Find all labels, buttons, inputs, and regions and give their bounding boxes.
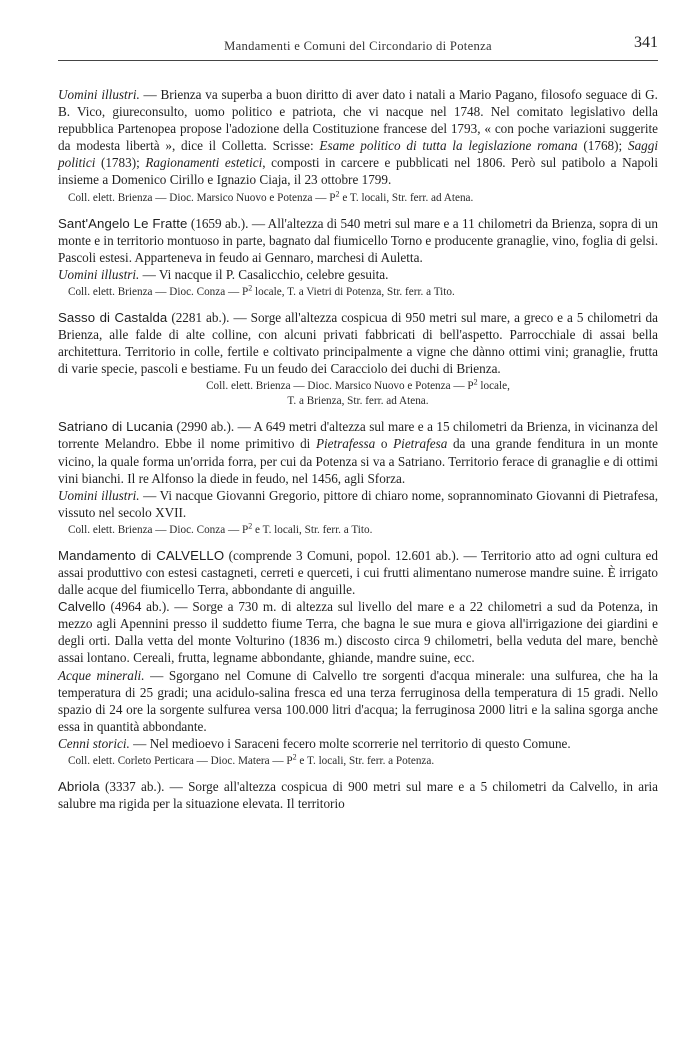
work-title: Esame politico di tutta la legislazione romana	[319, 138, 578, 154]
entry-mandamento-calvello: Mandamento di CALVELLO (comprende 3 Comuni, popol. 12.601 ab.). — Territorio atto ad ogni cultura ed assai produttivo con estesi castagneti, cerreti e querceti, i cui frutti alimentano numerose mandre suine. È irrigato dalle acque del fiumicello Terra, abbondante di anguille.	[58, 547, 658, 598]
running-title: Mandamenti e Comuni del Circondario di Potenza	[224, 39, 492, 53]
entry-heading: Satriano di Lucania	[58, 419, 174, 435]
page-body	[58, 86, 658, 812]
section-label: Uomini illustri.	[58, 266, 140, 282]
entry-heading: Sasso di Castalda	[58, 309, 168, 325]
entry-sasso-di-castalda	[58, 309, 658, 377]
page-header	[58, 26, 658, 61]
section-label: Cenni storici.	[58, 735, 130, 751]
administrative-note: Coll. elett. Brienza — Dioc. Conza — $P^2$ locale, T. a Vietri di Potenza, Str. ferr. a Tito.	[68, 283, 455, 298]
entry-subparagraph: Acque minerali. — Sgorgano nel Comune di Calvello tre sorgenti d'acqua minerale: una sulfurea, che ha la temperatura di 25 gradi; una acidulo-salina fresca ed una terza ferruginosa della temperatura di 15 gradi. Nello spazio di 24 ore la sorgente sulfurea versa 100.000 litri d'acqua; la ferruginosa 2000 litri e la salina sgorga anche essa in quantità abbondante.	[58, 667, 659, 734]
entry-heading: Mandamento di CALVELLO	[58, 547, 225, 563]
entry-heading: Sant'Angelo Le Fratte	[58, 215, 188, 231]
administrative-note: Coll. elett. Brienza — Dioc. Marsico Nuovo e Potenza — $P^2$ e T. locali, Str. ferr. ad Atena.	[68, 188, 474, 204]
paragraph-text: (1768);	[577, 138, 628, 154]
page-number: 341	[634, 34, 658, 51]
entry-satriano-di-lucania: Satriano di Lucania (2990 ab.). — A 649 metri d'altezza sul mare e a 15 chilometri da Brienza, in vicinanza del torrente Melandro. Ebbe il nome primitivo di Pietrafessa o Pietrafesa da una grande fenditura in un monte vicino, la quale forma un'orrida forra, per cui da Potenza si va a Satriano. Territorio ferace di granaglie e di ottimi vini bianchi. Il re Alfonso la diede in feudo, nel 1456, agli Sforza.	[58, 419, 659, 486]
section-label: Uomini illustri.	[58, 87, 140, 102]
paragraph-text: (1783);	[95, 155, 146, 171]
paragraph-brienza-uomini-illustri	[58, 86, 658, 189]
entry-subparagraph: Uomini illustri. — Vi nacque il P. Casalicchio, celebre gesuita.	[58, 266, 389, 282]
entry-heading: Calvello	[58, 599, 106, 615]
work-title: Saggi politici	[58, 138, 659, 171]
place-name: Pietrafessa	[315, 436, 376, 452]
entry-text: (1659 ab.). — All'altezza di 540 metri sul mare e a 11 chilometri da Brienza, sopra di un monte e in territorio montuoso in parte, bagnato dal fiumicello Torno e producente granaglie, vino, foglia di gelsi. Pascoli estesi. Apparteneva in feudo ai Gennaro, marchesi di Auletta.	[58, 215, 658, 265]
paragraph-text: , composti in carcere e pubblicati nel 1806. Però sul patibolo a Napoli insieme a Domenico Cirillo e Ignazio Ciaja, il 23 ottobre 1799.	[58, 155, 658, 188]
place-name: Pietrafesa	[393, 436, 448, 452]
administrative-note: Coll. elett. Brienza — Dioc. Marsico Nuovo e Potenza — $P^2$ locale,	[206, 377, 510, 393]
section-label: Acque minerali.	[58, 667, 145, 683]
entry-subparagraph: Cenni storici. — Nel medioevo i Saraceni fecero molte scorrerie nel territorio di questo Comune.	[58, 735, 571, 751]
administrative-note: Coll. elett. Brienza — Dioc. Conza — $P^2$ e T. locali, Str. ferr. a Tito.	[68, 521, 373, 536]
entry-text: (2281 ab.). — Sorge all'altezza cospicua di 950 metri sul mare, a greco e a 5 chilometri da Brienza, alle falde di alte colline, con alcuni privati fabbricati di bell'aspetto. Parrocchiale di assai bella architettura. Territorio in colle, fertile e coltivato principalmente a vigne che dànno ottimi vini; granaglie, frutta di varie specie, pascoli e bestiame. Fu un feudo dei Caracciolo dei duchi di Brienza.	[58, 309, 658, 377]
entry-abriola: Abriola (3337 ab.). — Sorge all'altezza cospicua di 900 metri sul mare e a 5 chilometri da Calvello, in aria salubre ma rigida per la situazione elevata. Il territorio	[58, 779, 658, 812]
administrative-note-continued: T. a Brienza, Str. ferr. ad Atena.	[287, 395, 429, 408]
entry-santangelo-le-fratte	[58, 215, 658, 266]
work-title: Ragionamenti estetici	[145, 155, 263, 171]
section-label: Uomini illustri.	[58, 487, 140, 503]
paragraph-text: — Brienza va superba a buon diritto di aver dato i natali a Mario Pagano, filosofo seguace di G. B. Vico, giureconsulto, uomo politico e patriota, che vi nacque nel 1748. Nel comitato legislativo della repubblica Partenopea propose l'adozione della Costituzione francese del 1793, « con poche variazioni suggerite da modesta libertà », dice il Colletta. Scrisse:	[58, 87, 658, 154]
entry-heading: Abriola	[58, 779, 100, 794]
administrative-note: Coll. elett. Corleto Perticara — Dioc. Matera — $P^2$ e T. locali, Str. ferr. a Potenza.	[68, 752, 435, 767]
entry-subparagraph: Uomini illustri. — Vi nacque Giovanni Gregorio, pittore di chiaro nome, soprannominato Giovanni di Pietrafesa, vissuto nel secolo XVII.	[58, 487, 658, 520]
entry-calvello: Calvello (4964 ab.). — Sorge a 730 m. di altezza sul livello del mare e a 22 chilometri a sud da Potenza, in mezzo agli Apennini presso il suddetto fiume Terra, che bagna le sue mura e giova all'irrigazione dei giardini e degli orti. Dalla vetta del monte Volturino (1836 m.) discosto circa 9 chilometri, bella veduta del mare, benchè assai lontano. Cereali, frutta, legname abbondante, ghiande, mandre suine, ecc.	[58, 599, 658, 666]
